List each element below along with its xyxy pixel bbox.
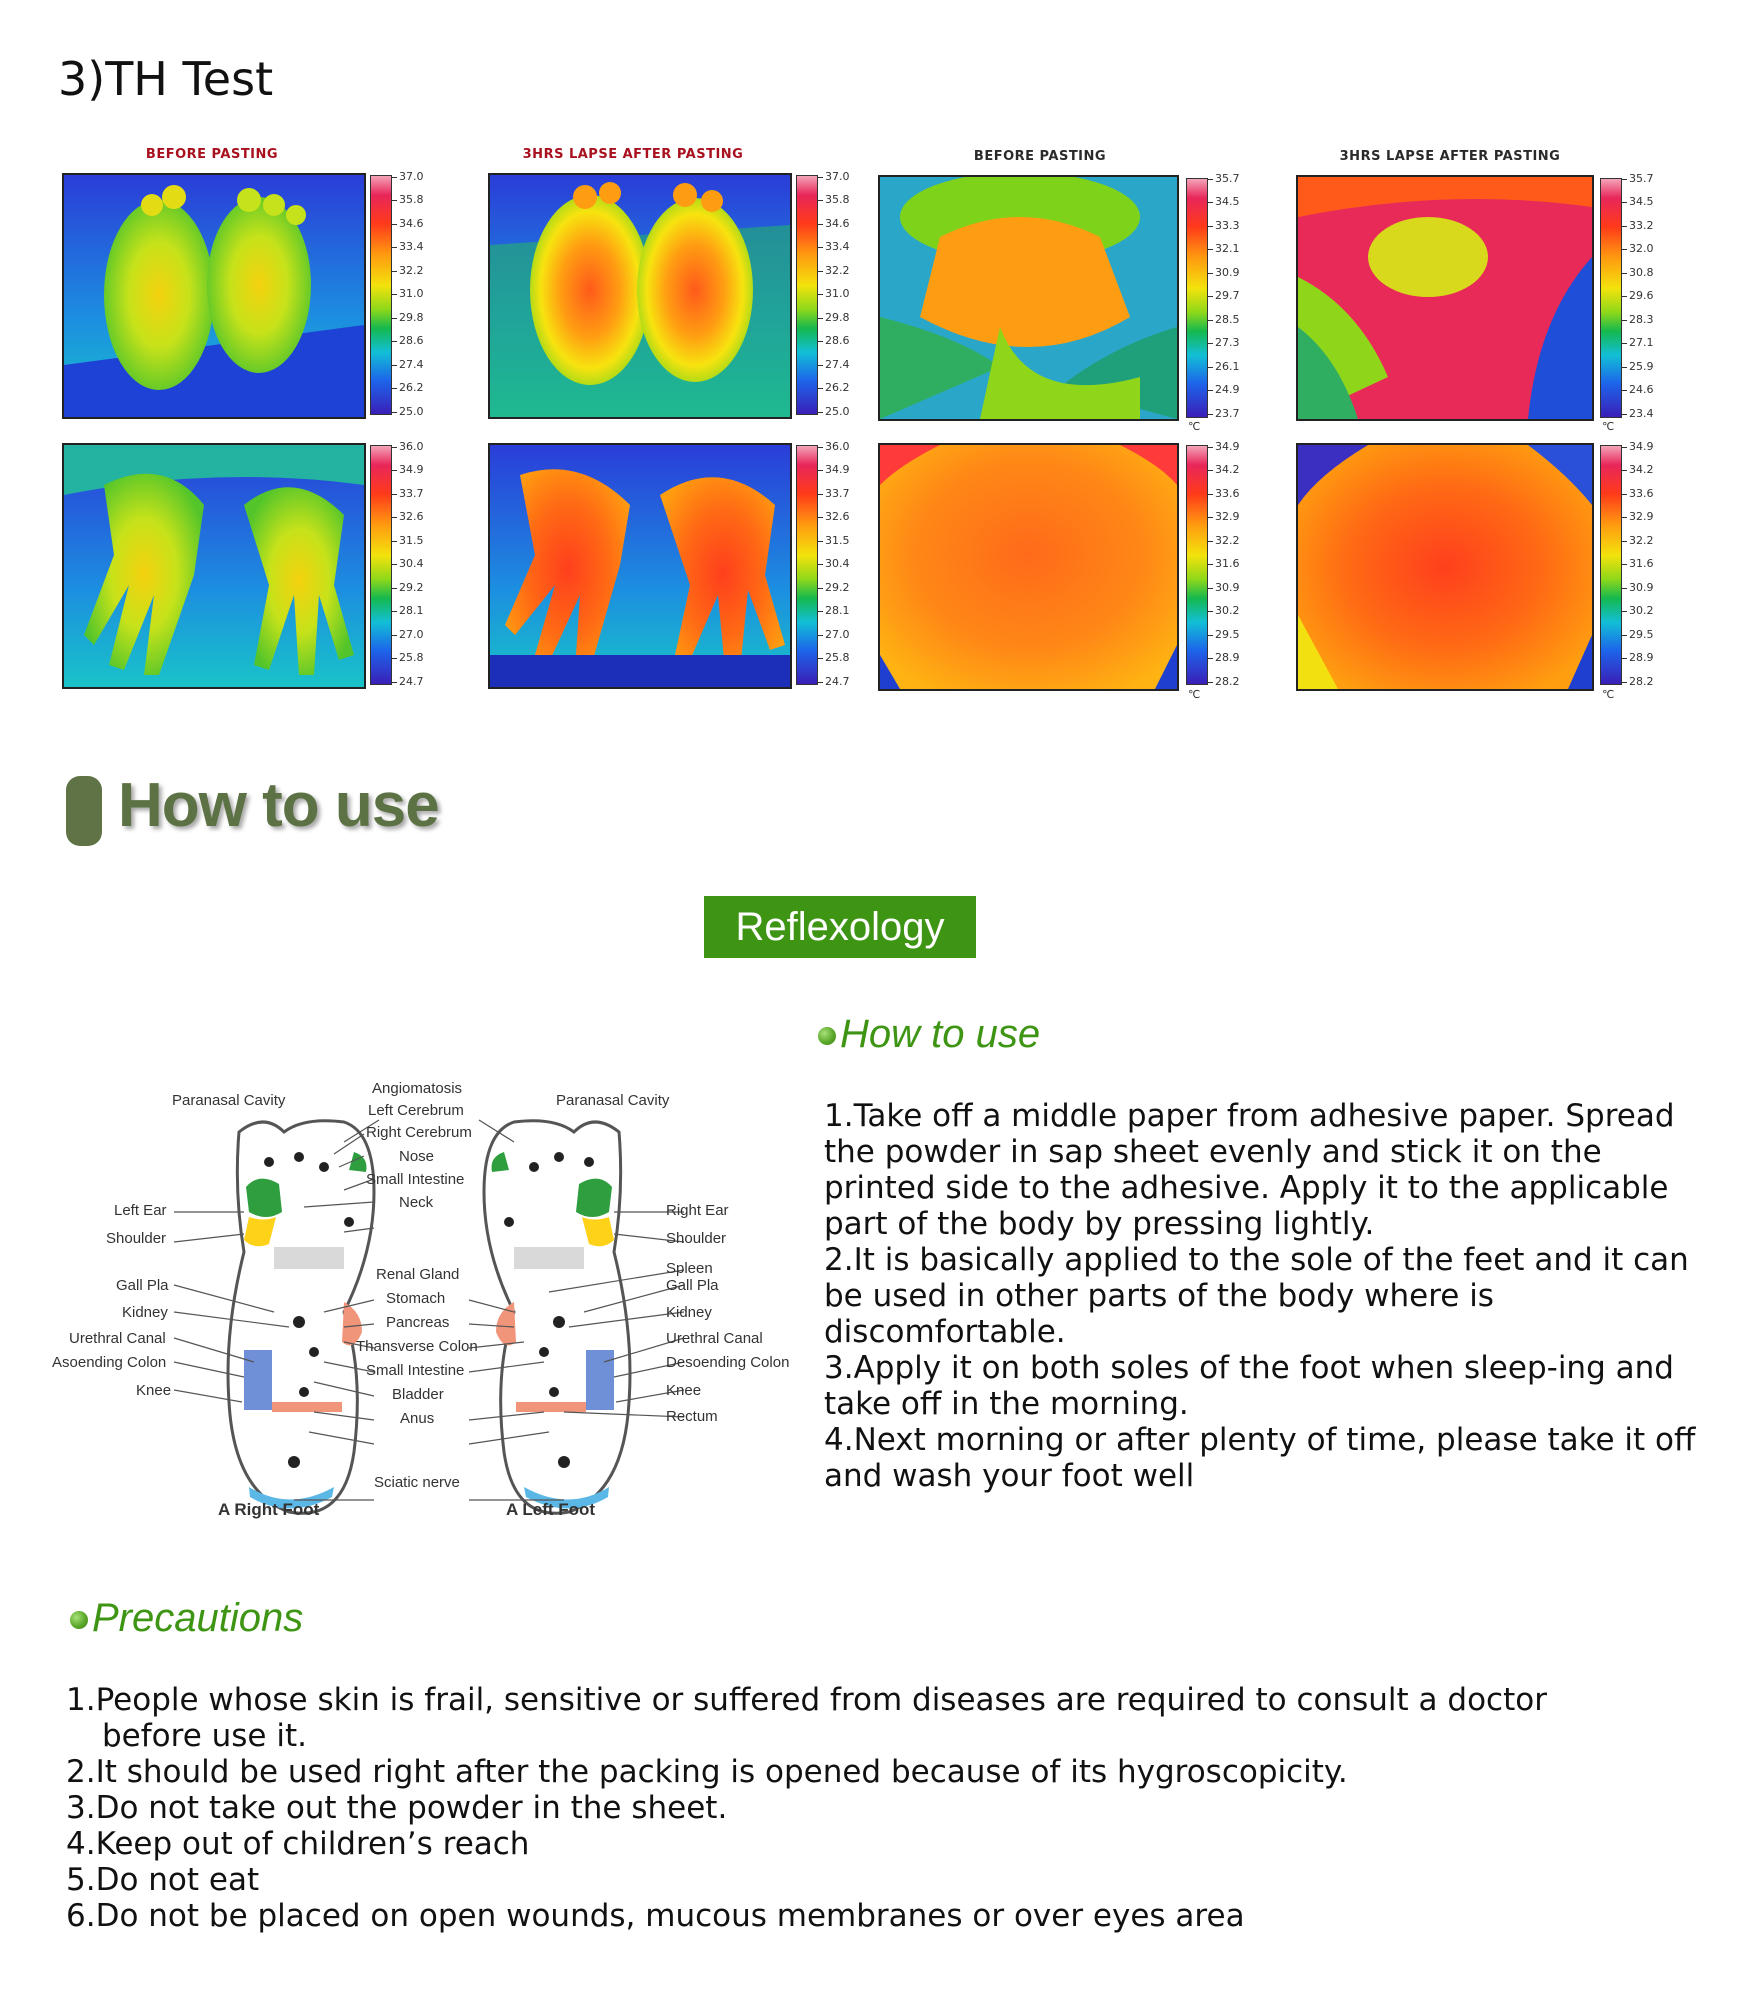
label-bladder: Bladder — [392, 1386, 444, 1403]
ticks-hands-before: 36.0 34.9 33.7 32.6 31.5 30.4 29.2 28.1 27.0 25.8 24.7 — [392, 440, 442, 680]
thermal-image-feet-before — [62, 173, 366, 419]
step-item: 1.Take off a middle paper from adhesive paper. Spread the powder in sap sheet evenly and stick it on the printed side to the adhesive. Apply it to the applicable part of the body by pressing lightly. — [824, 1098, 1675, 1242]
ticks-feet-after: 37.0 35.8 34.6 33.4 32.2 31.0 29.8 28.6 27.4 26.2 25.0 — [818, 170, 868, 410]
label-gall-pla-l: Gall Pla — [666, 1277, 719, 1294]
label-asoending-colon: Asoending Colon — [52, 1354, 167, 1371]
reflexology-label: Reflexology — [735, 904, 945, 949]
caption-before-pasting-2: BEFORE PASTING — [973, 149, 1107, 164]
label-shoulder-l: Shoulder — [666, 1230, 727, 1247]
caption-3hrs-after-1: 3HRS LAPSE AFTER PASTING — [522, 147, 744, 162]
scale-feet-before — [370, 175, 392, 415]
label-left-cerebrum: Left Cerebrum — [368, 1102, 464, 1119]
caption-3hrs-after-2: 3HRS LAPSE AFTER PASTING — [1339, 149, 1561, 164]
thermal-image-hands-after — [488, 443, 792, 689]
caption-before-pasting-1: BEFORE PASTING — [145, 147, 279, 162]
scale-hands-after — [796, 445, 818, 685]
caption-left-foot: A Left Foot — [506, 1500, 596, 1519]
precaution-item: 5.Do not eat — [66, 1862, 260, 1898]
green-bullet-icon — [70, 1611, 88, 1629]
precaution-item: 1.People whose skin is frail, sensitive or suffered from diseases are required to consult a doctor — [66, 1682, 1547, 1718]
label-right-ear: Right Ear — [666, 1202, 729, 1219]
label-paranasal-cavity-l: Paranasal Cavity — [556, 1092, 670, 1109]
precautions-heading: Precautions — [70, 1596, 303, 1641]
scale-hands-before — [370, 445, 392, 685]
label-stomach: Stomach — [386, 1290, 446, 1307]
thermal-image-neck-after — [1296, 175, 1594, 421]
scale-feet-after — [796, 175, 818, 415]
ticks-back-before: 34.9 34.2 33.6 32.9 32.2 31.6 30.9 30.2 29.5 28.9 28.2 — [1208, 440, 1258, 680]
label-anus: Anus — [400, 1410, 435, 1427]
label-knee-l: Knee — [666, 1382, 702, 1399]
label-small-intestine-bottom: Small Intestine — [366, 1362, 465, 1379]
label-kidney-l: Kidney — [666, 1304, 712, 1321]
scale-back-after — [1600, 445, 1622, 685]
label-neck: Neck — [399, 1194, 434, 1211]
unit-label: ℃ — [1602, 688, 1615, 701]
section-marker-icon — [66, 776, 102, 846]
label-knee-r: Knee — [136, 1382, 172, 1399]
label-urethral-canal-r: Urethral Canal — [69, 1330, 166, 1347]
label-rectum: Rectum — [666, 1408, 718, 1425]
section-title-how-to-use: How to use — [118, 771, 439, 840]
foot-reflexology-diagram — [44, 1072, 814, 1542]
ticks-neck-before: 35.7 34.5 33.3 32.1 30.9 29.7 28.5 27.3 26.1 24.9 23.7 — [1208, 172, 1258, 412]
thermal-image-feet-after — [488, 173, 792, 419]
label-right-cerebrum: Right Cerebrum — [366, 1124, 472, 1141]
precaution-item: 4.Keep out of children’s reach — [66, 1826, 530, 1862]
label-kidney-r: Kidney — [122, 1304, 168, 1321]
label-sciatic-nerve: Sciatic nerve — [374, 1474, 460, 1491]
label-urethral-canal-l: Urethral Canal — [666, 1330, 763, 1347]
thermal-image-hands-before — [62, 443, 366, 689]
how-to-use-subheading: How to use — [818, 1012, 1040, 1057]
thermal-image-back-after — [1296, 443, 1594, 691]
step-item: 4.Next morning or after plenty of time, please take it off and wash your foot well — [824, 1422, 1696, 1494]
ticks-neck-after: 35.7 34.5 33.2 32.0 30.8 29.6 28.3 27.1 25.9 24.6 23.4 — [1622, 172, 1672, 412]
precaution-item: 2.It should be used right after the packing is opened because of its hygroscopicity. — [66, 1754, 1348, 1790]
precaution-item-continued: before use it. — [102, 1718, 307, 1754]
reflexology-badge — [704, 896, 976, 958]
step-item: 3.Apply it on both soles of the foot when sleep-ing and take off in the morning. — [824, 1350, 1674, 1422]
how-to-use-steps — [824, 1098, 1704, 1494]
label-pancreas: Pancreas — [386, 1314, 450, 1331]
step-item: 2.It is basically applied to the sole of the feet and it can be used in other parts of the body where is discomfortable. — [824, 1242, 1689, 1350]
ticks-hands-after: 36.0 34.9 33.7 32.6 31.5 30.4 29.2 28.1 27.0 25.8 24.7 — [818, 440, 868, 680]
precaution-item: 6.Do not be placed on open wounds, mucous membranes or over eyes area — [66, 1898, 1245, 1934]
th-test-title: 3)TH Test — [58, 52, 274, 106]
label-shoulder-r: Shoulder — [106, 1230, 167, 1247]
scale-neck-before — [1186, 178, 1208, 418]
scale-back-before — [1186, 445, 1208, 685]
label-renal-gland: Renal Gland — [376, 1266, 460, 1283]
unit-label: ℃ — [1188, 688, 1201, 701]
caption-right-foot: A Right Foot — [218, 1500, 320, 1519]
ticks-back-after: 34.9 34.2 33.6 32.9 32.2 31.6 30.9 30.2 29.5 28.9 28.2 — [1622, 440, 1672, 680]
label-small-intestine-top: Small Intestine — [366, 1171, 465, 1188]
precaution-item: 3.Do not take out the powder in the sheet. — [66, 1790, 728, 1826]
label-thansverse-colon: Thansverse Colon — [356, 1338, 478, 1355]
label-nose: Nose — [399, 1148, 435, 1165]
precautions-list — [66, 1682, 1726, 1934]
unit-label: ℃ — [1602, 420, 1615, 433]
scale-neck-after — [1600, 178, 1622, 418]
thermal-image-back-before — [878, 443, 1179, 691]
label-left-ear: Left Ear — [114, 1202, 167, 1219]
label-paranasal-cavity-r: Paranasal Cavity — [172, 1092, 286, 1109]
unit-label: ℃ — [1188, 420, 1201, 433]
ticks-feet-before: 37.0 35.8 34.6 33.4 32.2 31.0 29.8 28.6 27.4 26.2 25.0 — [392, 170, 442, 410]
label-gall-pla-r: Gall Pla — [116, 1277, 169, 1294]
thermal-image-neck-before — [878, 175, 1179, 421]
label-desoending-colon: Desoending Colon — [666, 1354, 790, 1371]
label-angiomatosis: Angiomatosis — [372, 1080, 463, 1097]
label-spleen: Spleen — [666, 1260, 713, 1277]
green-bullet-icon — [818, 1027, 836, 1045]
